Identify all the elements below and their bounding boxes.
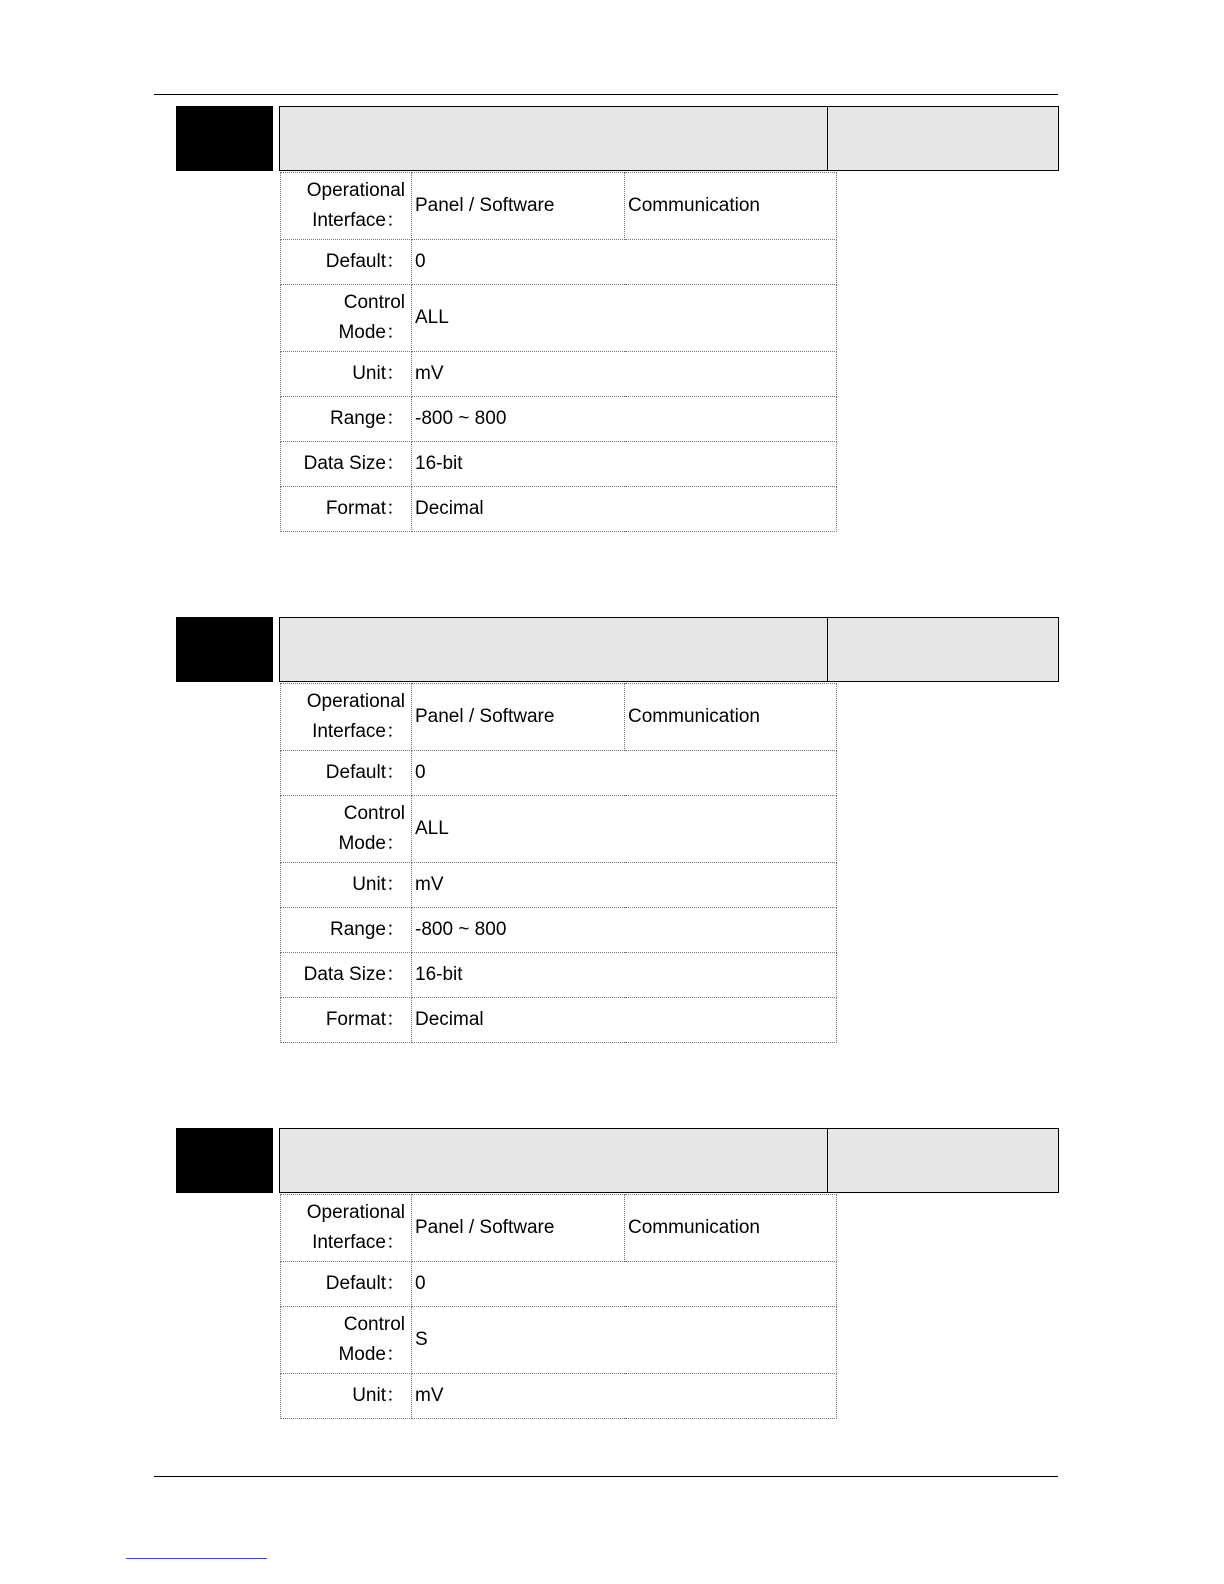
format-value: Decimal bbox=[412, 998, 837, 1043]
data-size-row bbox=[281, 953, 837, 998]
default-label: Default： bbox=[281, 1262, 412, 1307]
parameter-header-cell-2 bbox=[372, 1128, 828, 1193]
interface-panel-software: Panel / Software bbox=[412, 1195, 625, 1262]
range-row bbox=[281, 397, 837, 442]
format-row bbox=[281, 487, 837, 532]
default-label: Default： bbox=[281, 751, 412, 796]
operational-interface-label: Operational Interface： bbox=[281, 173, 412, 240]
parameter-header-cell-1 bbox=[279, 617, 374, 682]
footer-link-underline[interactable] bbox=[126, 1558, 267, 1559]
data-size-label: Data Size： bbox=[281, 442, 412, 487]
interface-communication: Communication bbox=[625, 1195, 837, 1262]
range-value: -800 ~ 800 bbox=[412, 908, 837, 953]
control-mode-label: Control Mode： bbox=[281, 1307, 412, 1374]
unit-value: mV bbox=[412, 863, 837, 908]
format-label: Format： bbox=[281, 487, 412, 532]
control-mode-row bbox=[281, 285, 837, 352]
parameter-header-cell-3 bbox=[827, 106, 1059, 171]
unit-row bbox=[281, 352, 837, 397]
format-value: Decimal bbox=[412, 487, 837, 532]
data-size-row bbox=[281, 442, 837, 487]
data-size-value: 16-bit bbox=[412, 953, 837, 998]
unit-label: Unit： bbox=[281, 352, 412, 397]
data-size-label: Data Size： bbox=[281, 953, 412, 998]
unit-row bbox=[281, 1374, 837, 1419]
parameter-header-cell-1 bbox=[279, 106, 374, 171]
control-mode-row bbox=[281, 1307, 837, 1374]
range-label: Range： bbox=[281, 397, 412, 442]
parameter-header-cell-2 bbox=[372, 617, 828, 682]
parameter-code-badge bbox=[176, 1128, 273, 1193]
parameter-properties-table bbox=[280, 1194, 837, 1419]
operational-interface-label: Operational Interface： bbox=[281, 684, 412, 751]
default-value: 0 bbox=[412, 1262, 837, 1307]
format-label: Format： bbox=[281, 998, 412, 1043]
unit-label: Unit： bbox=[281, 863, 412, 908]
control-mode-value: S bbox=[412, 1307, 837, 1374]
parameter-header-cell-3 bbox=[827, 1128, 1059, 1193]
interface-communication: Communication bbox=[625, 173, 837, 240]
parameter-properties-table bbox=[280, 683, 837, 1043]
operational-interface-label: Operational Interface： bbox=[281, 1195, 412, 1262]
default-row bbox=[281, 240, 837, 285]
control-mode-value: ALL bbox=[412, 796, 837, 863]
unit-value: mV bbox=[412, 352, 837, 397]
unit-label: Unit： bbox=[281, 1374, 412, 1419]
default-value: 0 bbox=[412, 751, 837, 796]
parameter-header-cell-1 bbox=[279, 1128, 374, 1193]
parameter-properties-table bbox=[280, 172, 837, 532]
interface-panel-software: Panel / Software bbox=[412, 684, 625, 751]
control-mode-row bbox=[281, 796, 837, 863]
default-label: Default： bbox=[281, 240, 412, 285]
interface-communication: Communication bbox=[625, 684, 837, 751]
operational-interface-row bbox=[281, 684, 837, 751]
operational-interface-row bbox=[281, 1195, 837, 1262]
control-mode-label: Control Mode： bbox=[281, 285, 412, 352]
header-rule bbox=[154, 94, 1058, 95]
parameter-header-cell-2 bbox=[372, 106, 828, 171]
footer-rule bbox=[154, 1476, 1058, 1477]
operational-interface-row bbox=[281, 173, 837, 240]
range-row bbox=[281, 908, 837, 953]
interface-panel-software: Panel / Software bbox=[412, 173, 625, 240]
data-size-value: 16-bit bbox=[412, 442, 837, 487]
parameter-code-badge bbox=[176, 617, 273, 682]
default-row bbox=[281, 1262, 837, 1307]
range-value: -800 ~ 800 bbox=[412, 397, 837, 442]
parameter-code-badge bbox=[176, 106, 273, 171]
format-row bbox=[281, 998, 837, 1043]
default-value: 0 bbox=[412, 240, 837, 285]
unit-value: mV bbox=[412, 1374, 837, 1419]
control-mode-label: Control Mode： bbox=[281, 796, 412, 863]
range-label: Range： bbox=[281, 908, 412, 953]
control-mode-value: ALL bbox=[412, 285, 837, 352]
default-row bbox=[281, 751, 837, 796]
parameter-header-cell-3 bbox=[827, 617, 1059, 682]
unit-row bbox=[281, 863, 837, 908]
